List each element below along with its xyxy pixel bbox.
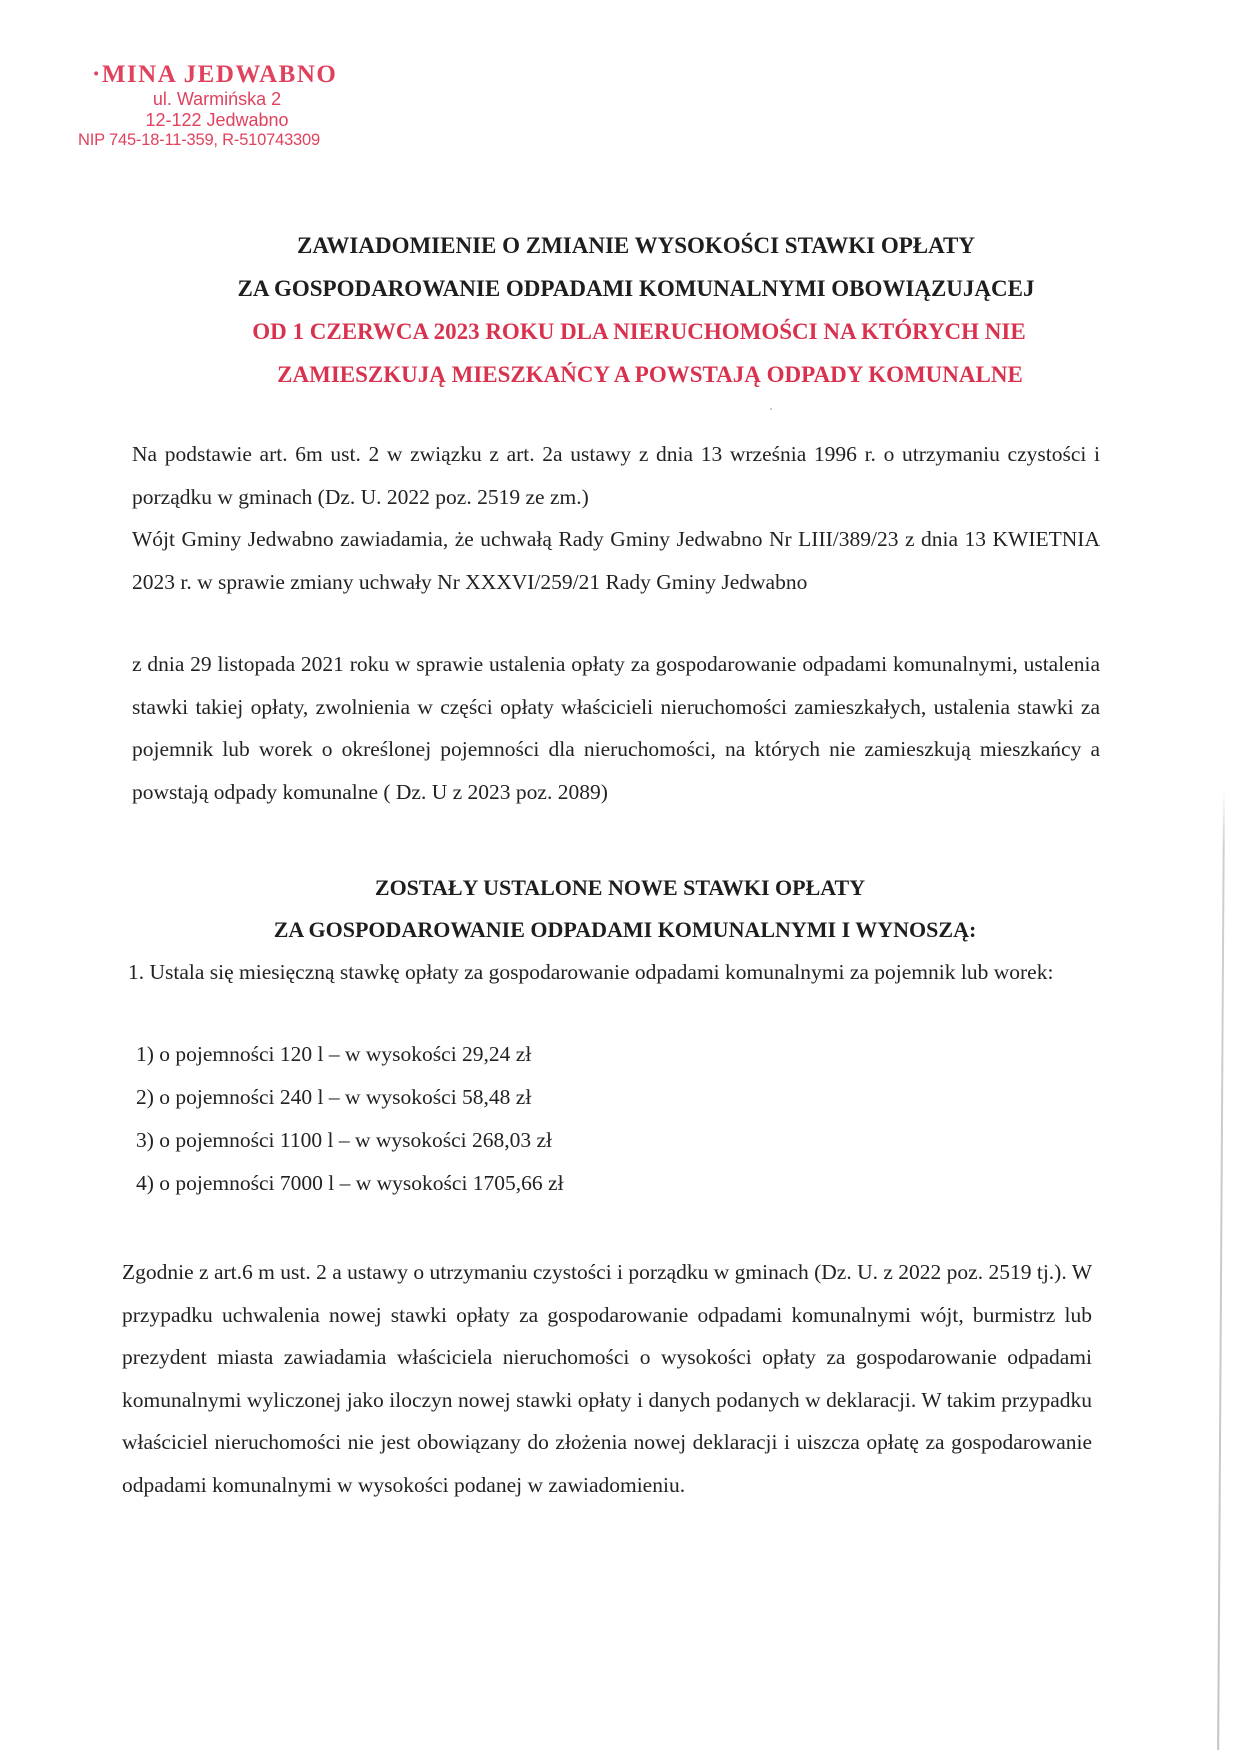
rate-item: 3) o pojemności 1100 l – w wysokości 268,03 zł [136, 1128, 553, 1152]
intro-section [132, 433, 1100, 603]
title-line-3: OD 1 CZERWCA 2023 ROKU DLA NIERUCHOMOŚCI NA KTÓRYCH NIE [252, 319, 1026, 344]
rate-intro-paragraph: 1. Ustala się miesięczną stawkę opłaty za gospodarowanie odpadami komunalnymi za pojemnik lub worek: [128, 960, 1054, 984]
resolution-details-section [132, 643, 1100, 813]
rates-list [136, 1033, 564, 1205]
new-rates-heading [0, 867, 1240, 951]
municipality-stamp [78, 61, 352, 149]
heading-line-2: ZA GOSPODAROWANIE ODPADAMI KOMUNALNYMI I WYNOSZĄ: [273, 917, 977, 942]
closing-paragraph: Zgodnie z art.6 m ust. 2 a ustawy o utrzymaniu czystości i porządku w gminach (Dz. U. z 2022 poz. 2519 tj.). W przypadku uchwalenia nowej stawki opłaty za gospodarowanie odpadami komunalnymi wójt, burmistrz lub prezydent miasta zawiadamia właściciela nieruchomości o wysokości opłaty za gospodarowanie odpadami komunalnymi wyliczonej jako iloczyn nowej stawki opłaty i danych podanych w deklaracji. W takim przypadku właściciel nieruchomości nie jest obowiązany do złożenia nowej deklaracji i uiszcza opłatę za gospodarowanie odpadami komunalnymi w wysokości podanej w zawiadomieniu. [122, 1260, 1092, 1497]
stamp-name: ·MINA JEDWABNO [92, 61, 338, 88]
stamp-street: ul. Warmińska 2 [152, 89, 282, 109]
closing-section [122, 1251, 1092, 1506]
title-line-1: ZAWIADOMIENIE O ZMIANIE WYSOKOŚCI STAWKI OPŁATY [297, 233, 975, 258]
stamp-city: 12-122 Jedwabno [145, 110, 289, 130]
rate-item-intro [128, 951, 1098, 994]
title-line-4: ZAMIESZKUJĄ MIESZKAŃCY A POWSTAJĄ ODPADY KOMUNALNE [277, 362, 1023, 387]
heading-line-1: ZOSTAŁY USTALONE NOWE STAWKI OPŁATY [374, 875, 866, 900]
scan-speck [770, 408, 772, 410]
legal-basis-paragraph: Na podstawie art. 6m ust. 2 w związku z art. 2a ustawy z dnia 13 września 1996 r. o utrzymaniu czystości i porządku w gminach (Dz. U. 2022 poz. 2519 ze zm.) [132, 442, 1100, 509]
stamp-ids: NIP 745-18-11-359, R-510743309 [78, 131, 320, 149]
resolution-details-paragraph: z dnia 29 listopada 2021 roku w sprawie ustalenia opłaty za gospodarowanie odpadami komunalnymi, ustalenia stawki takiej opłaty, zwolnienia w części opłaty właścicieli nieruchomości zamieszkałych, ustalenia stawki za pojemnik lub worek o określonej pojemności dla nieruchomości, na których nie zamieszkują mieszkańcy a powstają odpady komunalne ( Dz. U z 2023 poz. 2089) [132, 652, 1100, 804]
title-line-2: ZA GOSPODAROWANIE ODPADAMI KOMUNALNYMI OBOWIĄZUJĄCEJ [237, 276, 1035, 301]
rate-item: 1) o pojemności 120 l – w wysokości 29,24 zł [136, 1042, 532, 1066]
rate-item: 2) o pojemności 240 l – w wysokości 58,48 zł [136, 1085, 532, 1109]
document-title [0, 224, 1240, 396]
announcement-paragraph: Wójt Gminy Jedwabno zawiadamia, że uchwałą Rady Gminy Jedwabno Nr LIII/389/23 z dnia 13 KWIETNIA 2023 r. w sprawie zmiany uchwały Nr XXXVI/259/21 Rady Gminy Jedwabno [132, 527, 1100, 594]
rate-item: 4) o pojemności 7000 l – w wysokości 1705,66 zł [136, 1171, 564, 1195]
